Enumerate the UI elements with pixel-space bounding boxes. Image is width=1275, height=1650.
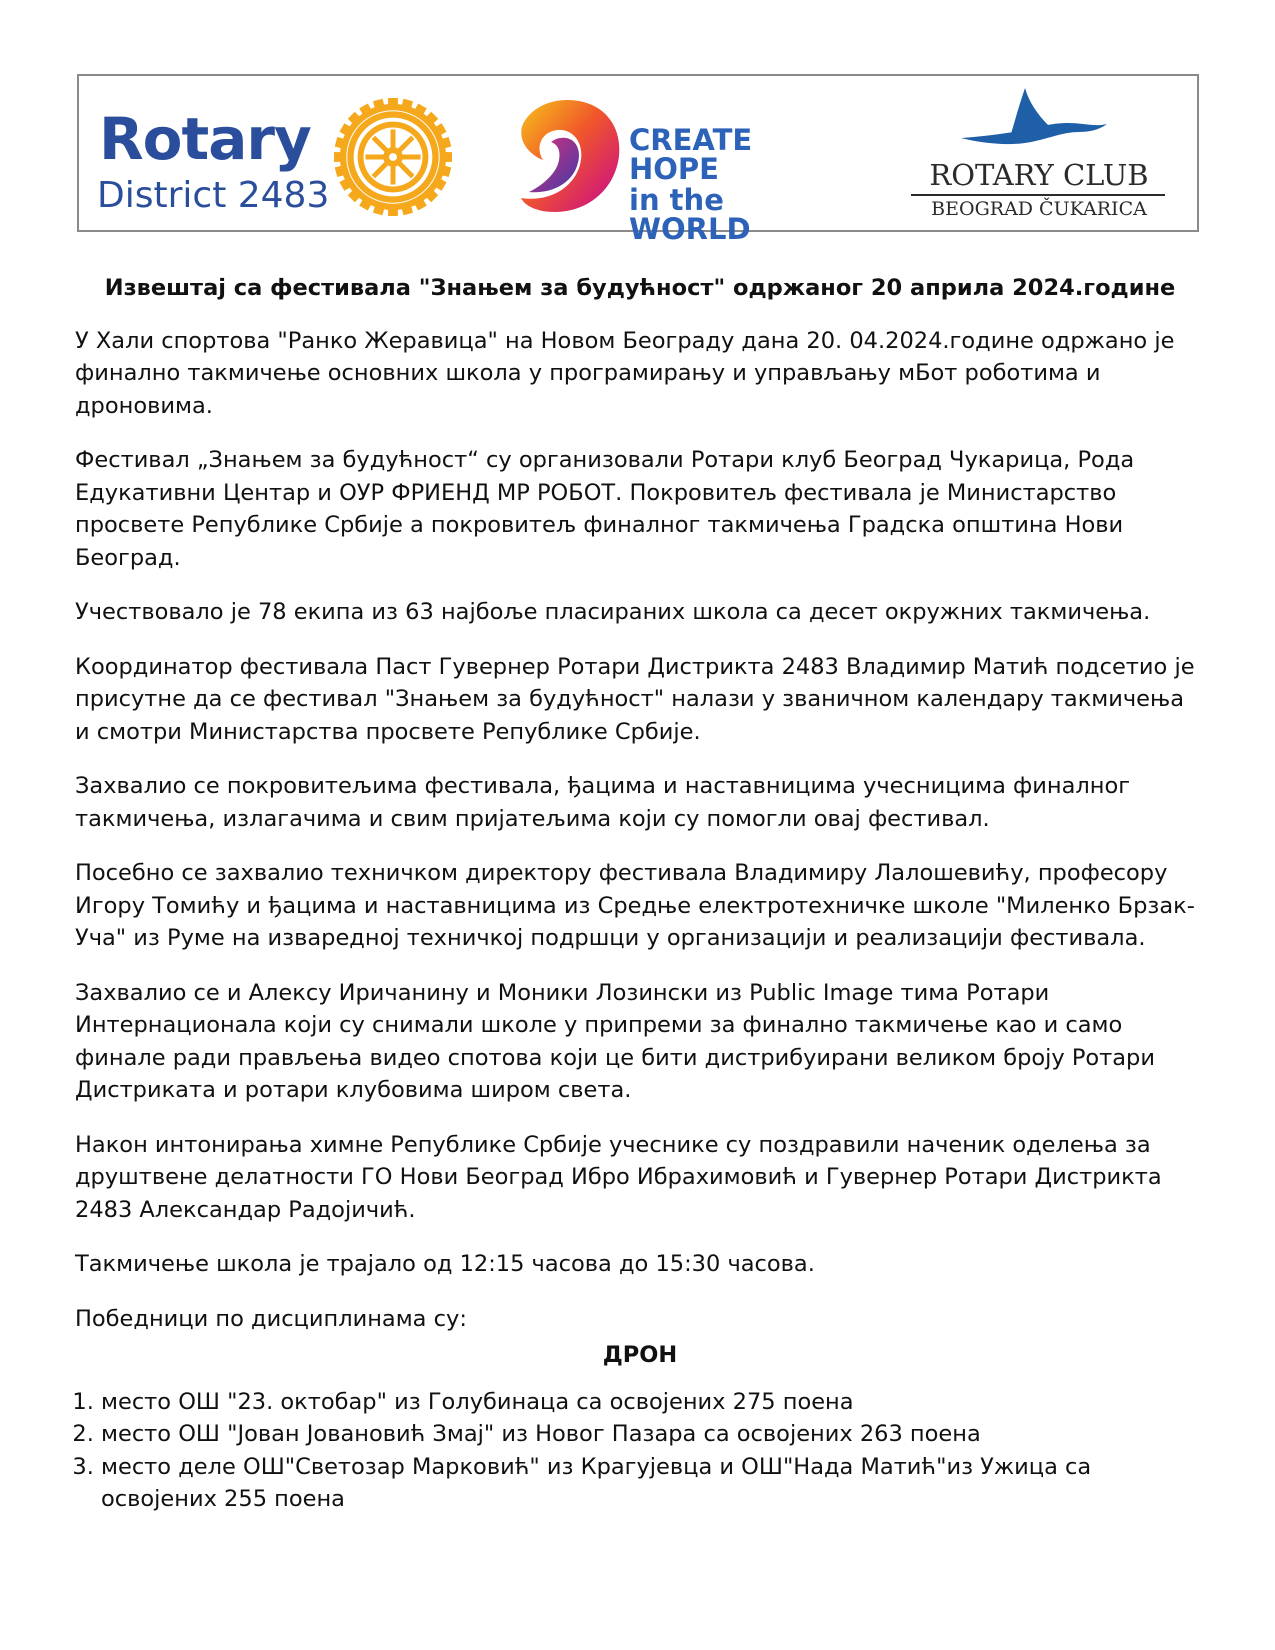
list-item: 1. место ОШ "23. октобар" из Голубинаца са освојених 275 поена bbox=[101, 1386, 1205, 1419]
create-hope-text bbox=[629, 123, 847, 246]
paragraph-anthem: Након интонирања химне Републике Србије учеснике су поздравили наченик оделења за друштвене делатности ГО Нови Београд Ибро Ибрахимовић и Гувернер Ротари Дистрикта 2483 Александар Радојичић. bbox=[75, 1131, 1162, 1223]
paragraph-duration: Такмичење школа је трајало од 12:15 часова до 15:30 часова. bbox=[75, 1251, 815, 1277]
rotary-wheel-icon bbox=[334, 98, 452, 216]
paragraph-participants: Учествовало је 78 екипа из 63 најбоље пласираних школа са десет окружних такмичења. bbox=[75, 599, 1151, 625]
header-banner bbox=[77, 74, 1199, 246]
winners-intro: Победници по дисциплинама су: bbox=[75, 1305, 467, 1332]
create-hope-logo bbox=[507, 94, 847, 246]
create-hope-line1: CREATE HOPE bbox=[629, 123, 753, 186]
rotary-club-logo bbox=[909, 86, 1169, 226]
report-title: Извештај са фестивала "Знањем за будућност" одржаног 20 априла 2024.године bbox=[104, 275, 1176, 301]
drone-results-list bbox=[75, 1386, 1205, 1516]
bird-icon bbox=[959, 86, 1109, 148]
rotary-district-logo bbox=[99, 98, 439, 218]
district-label: District 2483 bbox=[97, 175, 330, 216]
rotary-wordmark: Rotary bbox=[99, 105, 311, 173]
list-item: 3. место деле ОШ"Светозар Марковић" из Крагујевца и ОШ"Нада Матић"из Ужица са освојених 255 поена bbox=[101, 1451, 1205, 1516]
paragraph-coordinator: Координатор фестивала Паст Гувернер Ротари Дистрикта 2483 Владимир Матић подсетио је присутне да се фестивал "Знањем за будућност" налази у званичном календару такмичења и смотри Министарства просвете Републике Србије. bbox=[75, 653, 1195, 745]
paragraph-organizers: Фестивал „Знањем за будућност“ су организовали Ротари клуб Београд Чукарица, Рода Едукативни Центар и ОУР ФРИЕНД МР РОБОТ. Покровитељ фестивала је Министарство просвете Републике Србије а покровитељ финалног такмичења Градска општина Нови Београд. bbox=[75, 447, 1135, 571]
create-hope-swirl-icon bbox=[507, 94, 627, 218]
paragraph-venue: У Хали спортова "Ранко Жеравица" на Новом Београду дана 20. 04.2024.године одржано је финално такмичење основних школа у програмирању и управљању мБот роботима и дроновима. bbox=[75, 327, 1175, 419]
paragraph-public-image: Захвалио се и Алексу Иричанину и Моники Лозински из Public Image тима Ротари Интернационала који су снимали школе у припреми за финално такмичење као и само финале ради прављења видео спотова који це бити дистрибуирани великом броју Ротари Дистриката и ротари клубовима широм света. bbox=[75, 979, 1155, 1103]
discipline-heading-drone: ДРОН bbox=[602, 1342, 678, 1368]
club-divider bbox=[911, 194, 1165, 196]
create-hope-line2: in the WORLD bbox=[629, 183, 751, 246]
paragraph-thanks: Захвалио се покровитељима фестивала, ђацима и наставницима учесницима финалног такмичења, излагачима и свим пријатељима који су помогли овај фестивал. bbox=[75, 773, 1131, 832]
paragraph-special-thanks: Посебно се захвалио техничком директору фестивала Владимиру Лалошевићу, професору Игору Томићу и ђацима и наставницима из Средње електротехничке школе "Миленко Брзак-Уча" из Руме на изваредној техничкој подршци у организацији и реализацији фестивала. bbox=[75, 860, 1195, 951]
club-location: BEOGRAD ČUKARICA bbox=[931, 198, 1147, 220]
club-name: ROTARY CLUB bbox=[929, 158, 1149, 192]
report-body bbox=[75, 272, 1205, 1516]
list-item: 2. место ОШ "Јован Јовановић Змај" из Новог Пазара са освојених 263 поена bbox=[101, 1418, 1205, 1451]
